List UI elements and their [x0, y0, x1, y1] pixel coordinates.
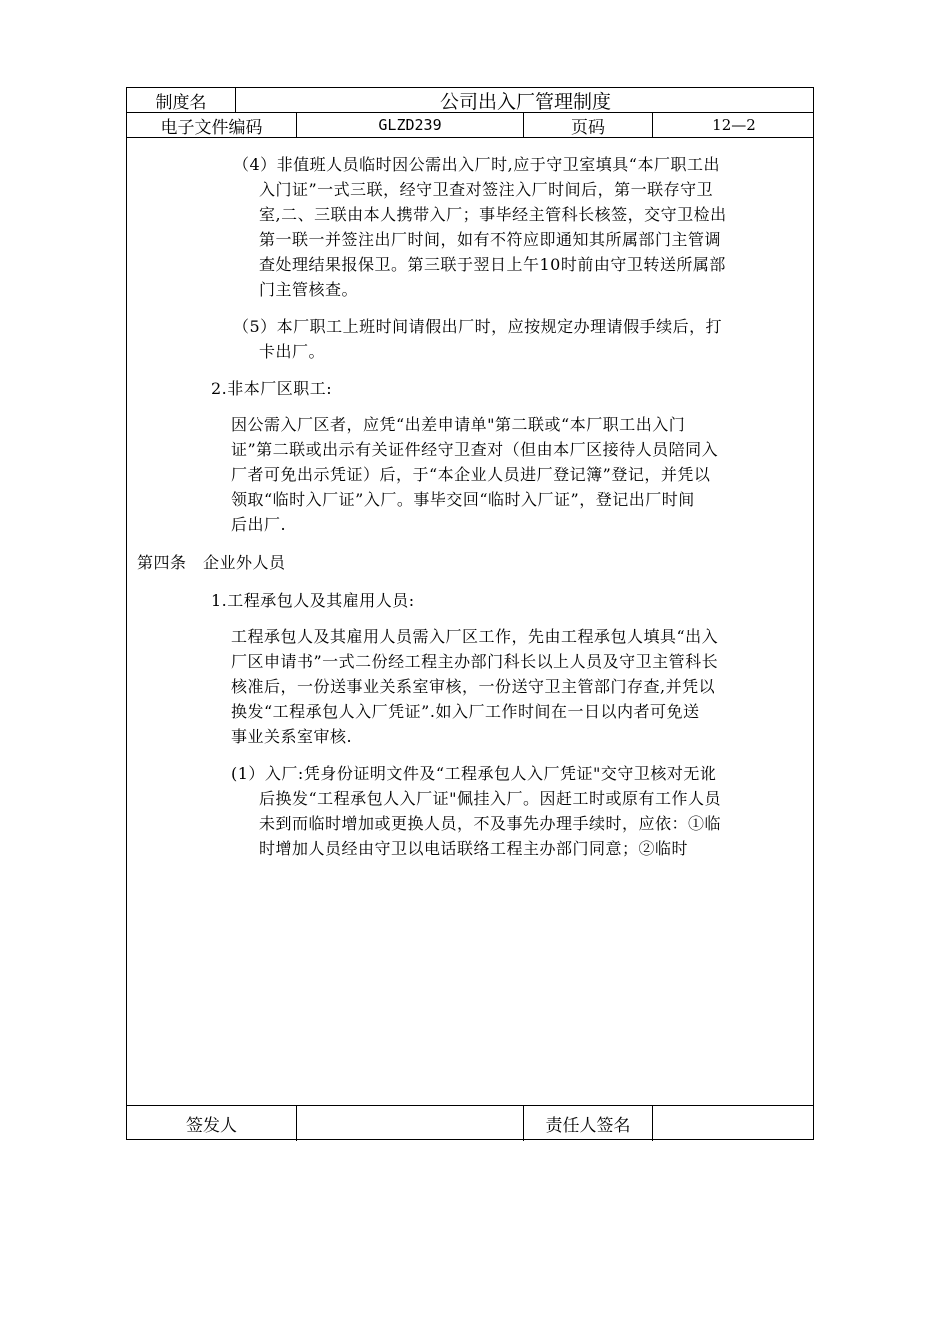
- issuer-label: 签发人: [186, 1116, 237, 1136]
- item5-line-1: （5）本厂职工上班时间请假出厂时，应按规定办理请假手续后，打: [233, 317, 723, 336]
- document-form: [126, 87, 814, 1140]
- item4-line-4: 第一联一并签注出厂时间，如有不符应即通知其所属部门主管调: [259, 230, 722, 249]
- section2-line-4: 领取“临时入厂证”入厂。事毕交回“临时入厂证”，登记出厂时间: [231, 490, 695, 509]
- item1-line-4: 时增加人员经由守卫以电话联络工程主办部门同意；②临时: [259, 839, 689, 858]
- section1-line-2: 厂区申请书”一式二份经工程主办部门科长以上人员及守卫主管科长: [231, 652, 719, 671]
- code-value: GLZD239: [296, 113, 523, 137]
- item4-line-1: （4）非值班人员临时因公需出入厂时,应于守卫室填具“本厂职工出: [233, 155, 720, 174]
- page-value: 12—2: [652, 113, 815, 137]
- section2-title: 2.非本厂区职工:: [211, 379, 333, 398]
- section1-title: 1.工程承包人及其雇用人员:: [211, 591, 415, 610]
- item5-line-2: 卡出厂。: [259, 342, 326, 361]
- header-row-title: [127, 88, 813, 113]
- responsible-signature-field[interactable]: [652, 1106, 815, 1141]
- section1-line-4: 换发“工程承包人入厂凭证”.如入厂工作时间在一日以内者可免送: [231, 702, 700, 721]
- responsible-label: 责任人签名: [523, 1106, 652, 1141]
- item1-line-3: 未到而临时增加或更换人员，不及事先办理手续时，应依：①临: [259, 814, 722, 833]
- section2-line-3: 厂者可免出示凭证）后，于“本企业人员进厂登记簿”登记，并凭以: [231, 465, 711, 484]
- section2-line-2: 证”第二联或出示有关证件经守卫查对（但由本厂区接待人员陪同入: [231, 440, 719, 459]
- item4-line-3: 室,二、三联由本人携带入厂；事毕经主管科长核签，交守卫检出: [259, 205, 727, 224]
- item1-line-2: 后换发“工程承包人入厂证"佩挂入厂。因赶工时或原有工作人员: [259, 789, 722, 808]
- section1-line-3: 核准后，一份送事业关系室审核，一份送守卫主管部门存查,并凭以: [231, 677, 716, 696]
- article4-title: 第四条 企业外人员: [137, 553, 286, 572]
- section2-line-5: 后出厂.: [231, 515, 287, 534]
- header-row-code: [127, 113, 813, 138]
- name-label: 制度名: [155, 92, 207, 113]
- item4-line-2: 入门证”一式三联，经守卫查对签注入厂时间后，第一联存守卫: [259, 180, 714, 199]
- section2-line-1: 因公需入厂区者，应凭“出差申请单"第二联或“本厂职工出入门: [231, 415, 686, 434]
- item4-line-6: 门主管核查。: [259, 280, 359, 299]
- signature-row: [127, 1105, 813, 1141]
- code-label: 电子文件编码: [160, 117, 263, 138]
- page-label: 页码: [523, 113, 652, 137]
- body-content: [127, 138, 813, 1106]
- item1-line-1: (1）入厂:凭身份证明文件及“工程承包人入厂凭证"交守卫核对无讹: [231, 764, 717, 783]
- item4-line-5: 查处理结果报保卫。第三联于翌日上午10时前由守卫转送所属部: [259, 255, 726, 274]
- section1-line-5: 事业关系室审核.: [231, 727, 353, 746]
- document-title: 公司出入厂管理制度: [235, 88, 815, 112]
- issuer-field[interactable]: [296, 1106, 523, 1141]
- section1-line-1: 工程承包人及其雇用人员需入厂区工作，先由工程承包人填具“出入: [231, 627, 719, 646]
